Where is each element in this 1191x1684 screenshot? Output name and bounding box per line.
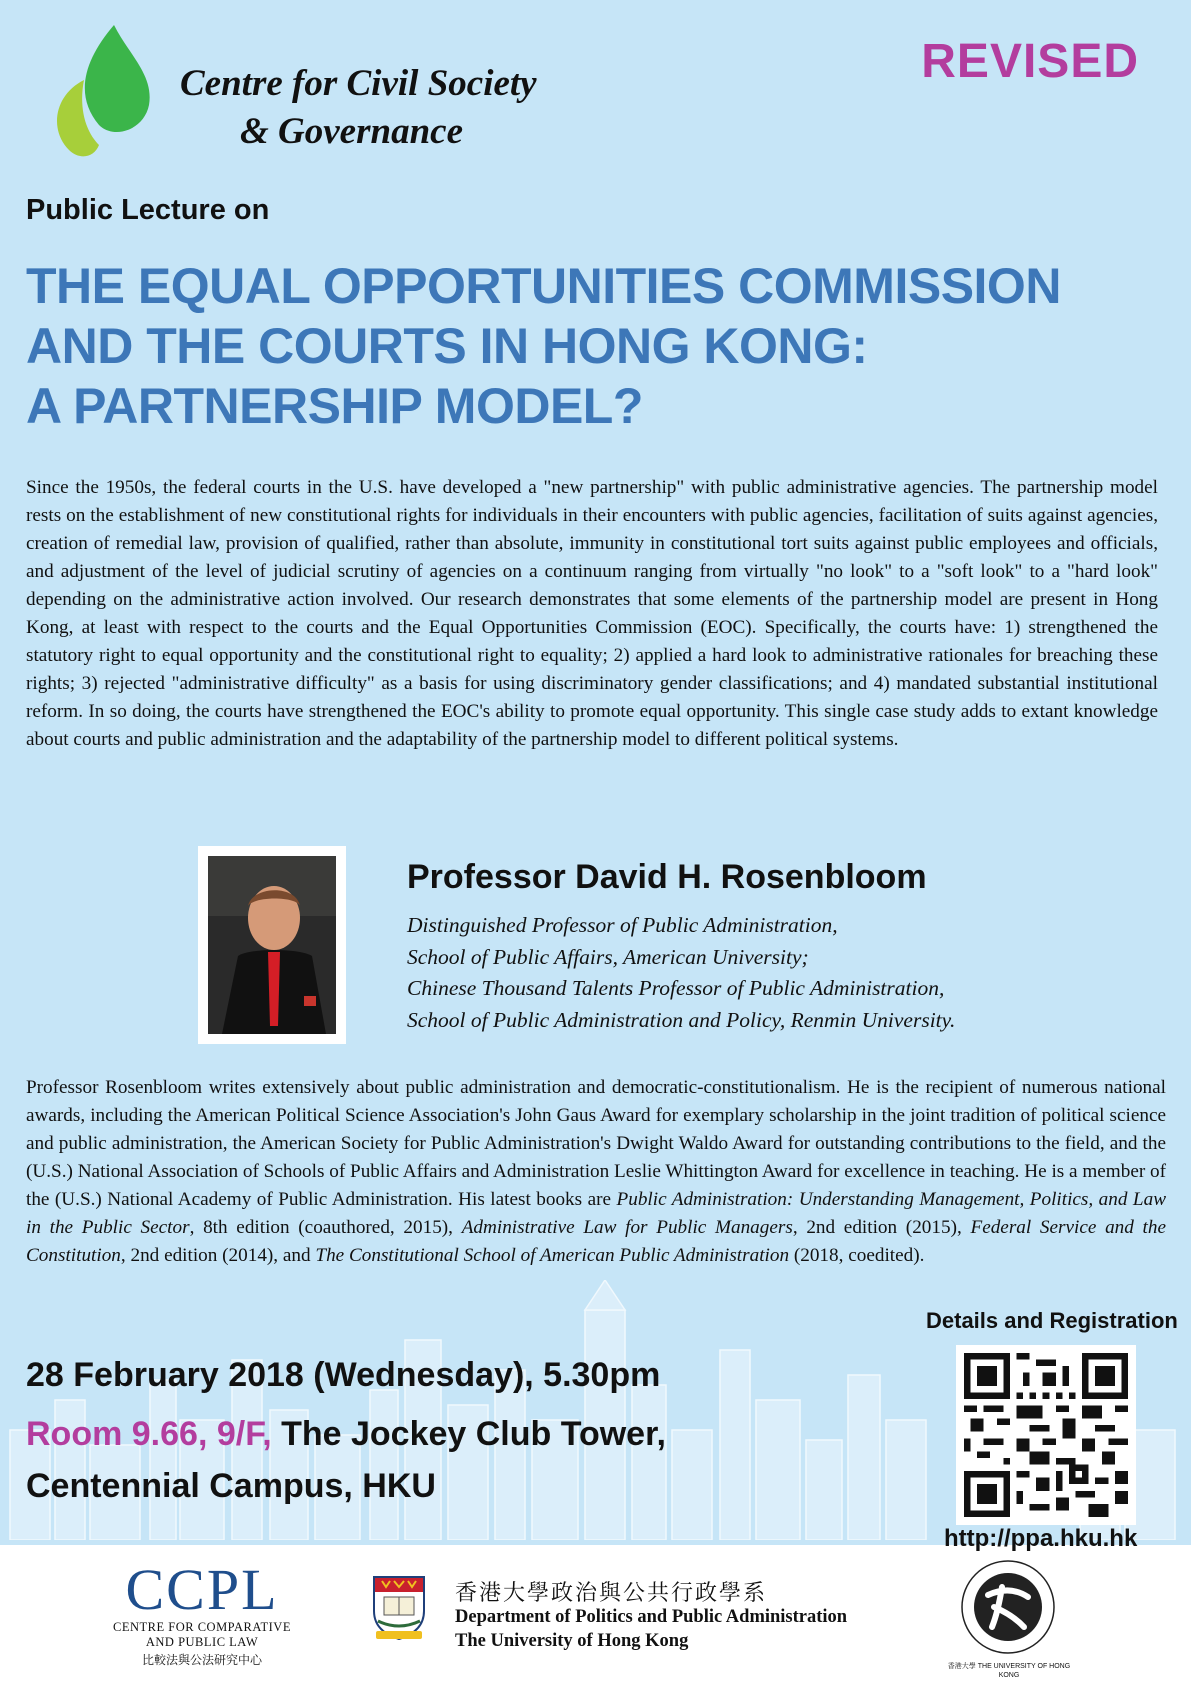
department-name-line1: Department of Politics and Public Administration bbox=[455, 1607, 848, 1627]
book-title: Federal Service and the Constitution bbox=[26, 1217, 1166, 1266]
speaker-title-line: School of Public Affairs, American University; bbox=[407, 944, 809, 969]
title-line1: THE EQUAL OPPORTUNITIES COMMISSION bbox=[26, 258, 1061, 314]
revised-badge: REVISED bbox=[921, 35, 1139, 88]
book-title: The Constitutional School of American Public Administration bbox=[315, 1245, 790, 1266]
lecture-abstract: Since the 1950s, the federal courts in the U.S. have developed a "new partnership" with public administrative agencies. The partnership model rests on the establishment of new constitutional rights for individuals in their encounters with public agencies, facilitation of suits against agencies, creation of remedial law, provision of qualified, rather than absolute, immunity in constitutional tort suits against public employees and officials, and adjustment of the level of judicial scrutiny of agencies on a continuum ranging from virtually "no look" to a "soft look" to a "hard look" depending on the administrative action involved. Our research demonstrates that some elements of the partnership model are present in Hong Kong, at least with respect to the courts and the Equal Opportunities Commission (EOC). Specifically, the courts have: 1) strengthened the statutory right to equal opportunity and the constitutional right to equality; 2) applied a hard look to administrative rationales for breaching these rights; 3) rejected "administrative difficulty" as a basis for using discriminatory gender classifications; and 4) mandated substantial institutional reform. In so doing, the courts have strengthened the EOC's ability to promote equal opportunity. This single case study adds to extant knowledge about courts and public administration and the adaptability of the partnership model to different political systems. bbox=[26, 477, 1158, 750]
bio-text: Professor Rosenbloom writes extensively about public administration and democratic-constitutionalism. He is the recipient of numerous national awards, including the American Political Science Association's John Gaus Award for exemplary scholarship in the joint tradition of political science and public administration, the American Society for Public Administration's Dwight Waldo Award for outstanding contributions to the field, and the (U.S.) National Association of Schools of Public Affairs and Administration Leslie Whittington Award for excellence in teaching. He is a member of the (U.S.) National Academy of Public Administration. His latest books are bbox=[26, 1077, 1167, 1210]
event-building: The Jockey Club Tower, bbox=[271, 1415, 666, 1453]
event-room: Room 9.66, 9/F, bbox=[26, 1415, 272, 1453]
registration-qr-code[interactable] bbox=[956, 1345, 1136, 1525]
speaker-photo bbox=[208, 856, 336, 1034]
event-venue bbox=[26, 1408, 666, 1512]
registration-url[interactable]: http://ppa.hku.hk bbox=[944, 1525, 1138, 1552]
organization-name bbox=[180, 60, 537, 156]
wsrc-university-name: 香港大學 THE UNIVERSITY OF HONG KONG bbox=[947, 1663, 1071, 1679]
speaker-name: Professor David H. Rosenbloom bbox=[407, 858, 927, 896]
speaker-title-line: Distinguished Professor of Public Administration, bbox=[407, 913, 838, 937]
department-name-line2: The University of Hong Kong bbox=[455, 1631, 689, 1651]
registration-label: Details and Registration bbox=[926, 1308, 1178, 1333]
lecture-title bbox=[26, 256, 1166, 436]
ccpl-wordmark: CCPL bbox=[125, 1557, 279, 1622]
bio-text: , 2nd edition (2015), bbox=[792, 1217, 971, 1238]
ccpl-chinese-name: 比較法與公法研究中心 bbox=[141, 1653, 262, 1667]
bio-text: , 8th edition (coauthored, 2015), bbox=[189, 1217, 462, 1238]
bio-text: (2018, coedited). bbox=[789, 1245, 925, 1266]
ccpl-name-line1: CENTRE FOR COMPARATIVE bbox=[113, 1620, 291, 1634]
ccpl-logo bbox=[112, 1557, 292, 1668]
title-line2: AND THE COURTS IN HONG KONG: bbox=[26, 318, 868, 374]
department-english-name bbox=[455, 1605, 847, 1653]
book-title: Administrative Law for Public Managers bbox=[461, 1217, 793, 1238]
bio-text: , 2nd edition (2014), and bbox=[120, 1245, 316, 1266]
org-name-line1: Centre for Civil Society bbox=[180, 63, 537, 104]
ccsg-leaf-logo bbox=[44, 20, 164, 160]
womens-studies-research-centre-logo bbox=[958, 1557, 1058, 1657]
title-line3: A PARTNERSHIP MODEL? bbox=[26, 378, 643, 434]
lecture-kicker: Public Lecture on bbox=[26, 194, 270, 226]
speaker-biography bbox=[26, 1074, 1166, 1270]
hku-crest-icon bbox=[372, 1575, 426, 1641]
speaker-title-line: Chinese Thousand Talents Professor of Public Administration, bbox=[407, 976, 945, 1000]
speaker-title-line: School of Public Administration and Policy, Renmin University. bbox=[407, 1007, 956, 1032]
department-chinese-name: 香港大學政治與公共行政學系 bbox=[455, 1580, 768, 1605]
book-title: Public Administration: Understanding Management, Politics, and Law in the Public Sector bbox=[26, 1189, 1166, 1238]
speaker-photo-frame bbox=[198, 846, 346, 1044]
speaker-titles bbox=[407, 910, 955, 1036]
org-name-line2: & Governance bbox=[240, 111, 463, 152]
ccpl-name-line2: AND PUBLIC LAW bbox=[145, 1635, 259, 1649]
event-date-time: 28 February 2018 (Wednesday), 5.30pm bbox=[26, 1356, 661, 1394]
event-campus: Centennial Campus, HKU bbox=[26, 1467, 436, 1505]
qr-code-icon bbox=[964, 1353, 1128, 1517]
